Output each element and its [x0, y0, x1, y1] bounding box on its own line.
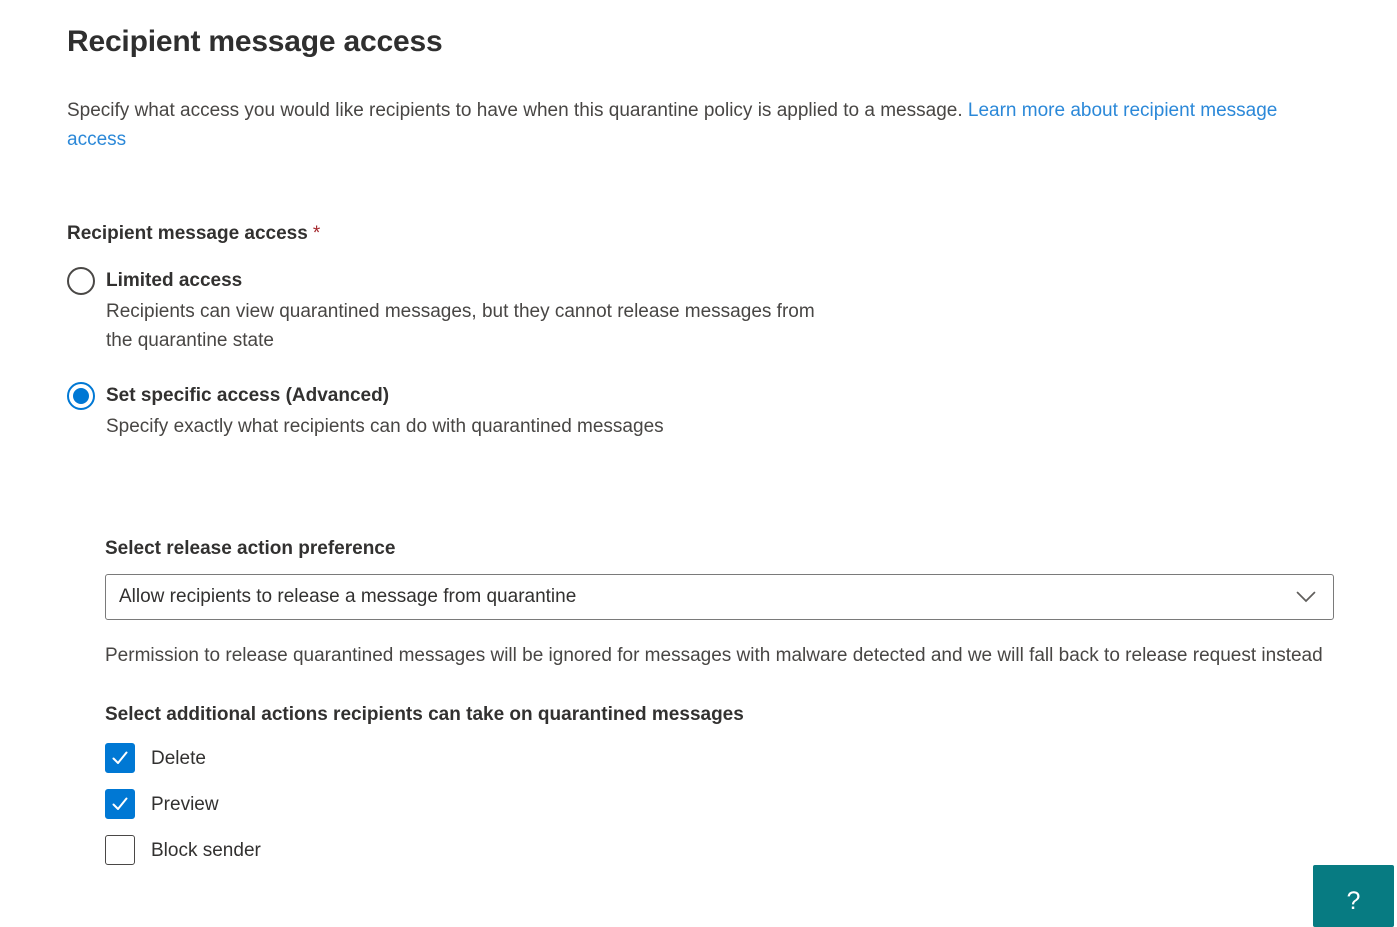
radio-icon[interactable]	[67, 267, 95, 295]
checkbox-label: Preview	[151, 793, 219, 815]
radio-label: Limited access	[106, 270, 243, 291]
checkbox-row-block-sender[interactable]	[105, 835, 1337, 865]
release-action-dropdown[interactable]	[105, 574, 1334, 620]
additional-actions-label: Select additional actions recipients can take on quarantined messages	[105, 704, 744, 725]
radio-icon[interactable]	[67, 382, 95, 410]
learn-more-link[interactable]: Learn more about recipient message access	[67, 100, 1278, 150]
radio-option-limited-access[interactable]	[67, 266, 1337, 355]
radio-text	[106, 266, 818, 355]
help-button[interactable]	[1313, 865, 1394, 927]
radio-option-set-specific-access[interactable]	[67, 381, 1337, 441]
checkbox-icon[interactable]	[105, 743, 135, 773]
radio-text	[106, 381, 664, 441]
release-permission-note: Permission to release quarantined messages will be ignored for messages with malware detected and we will fall back to release request instead	[105, 645, 1323, 666]
checkbox-label: Block sender	[151, 839, 261, 861]
checkbox-icon[interactable]	[105, 835, 135, 865]
chevron-down-icon	[1296, 591, 1316, 603]
page-description	[67, 96, 1335, 154]
recipient-access-field-label	[67, 222, 1337, 246]
radio-description: Specify exactly what recipients can do with quarantined messages	[106, 416, 664, 437]
checkbox-icon[interactable]	[105, 789, 135, 819]
page-title: Recipient message access	[67, 25, 443, 58]
release-action-label: Select release action preference	[105, 538, 396, 559]
advanced-access-settings	[105, 537, 1337, 865]
recipient-access-field-label-text: Recipient message access	[67, 223, 308, 244]
checkbox-label: Delete	[151, 747, 206, 769]
checkmark-icon	[111, 750, 129, 766]
radio-description: Recipients can view quarantined messages, but they cannot release messages from the quarantine state	[106, 301, 815, 351]
release-action-dropdown-value: Allow recipients to release a message from quarantine	[119, 586, 577, 607]
required-asterisk: *	[312, 223, 321, 244]
help-icon: ?	[1346, 887, 1361, 915]
checkbox-row-preview[interactable]	[105, 789, 1337, 819]
checkmark-icon	[111, 796, 129, 812]
page-description-text: Specify what access you would like recipients to have when this quarantine policy is applied to a message.	[67, 100, 963, 121]
checkbox-row-delete[interactable]	[105, 743, 1337, 773]
radio-label: Set specific access (Advanced)	[106, 385, 390, 406]
